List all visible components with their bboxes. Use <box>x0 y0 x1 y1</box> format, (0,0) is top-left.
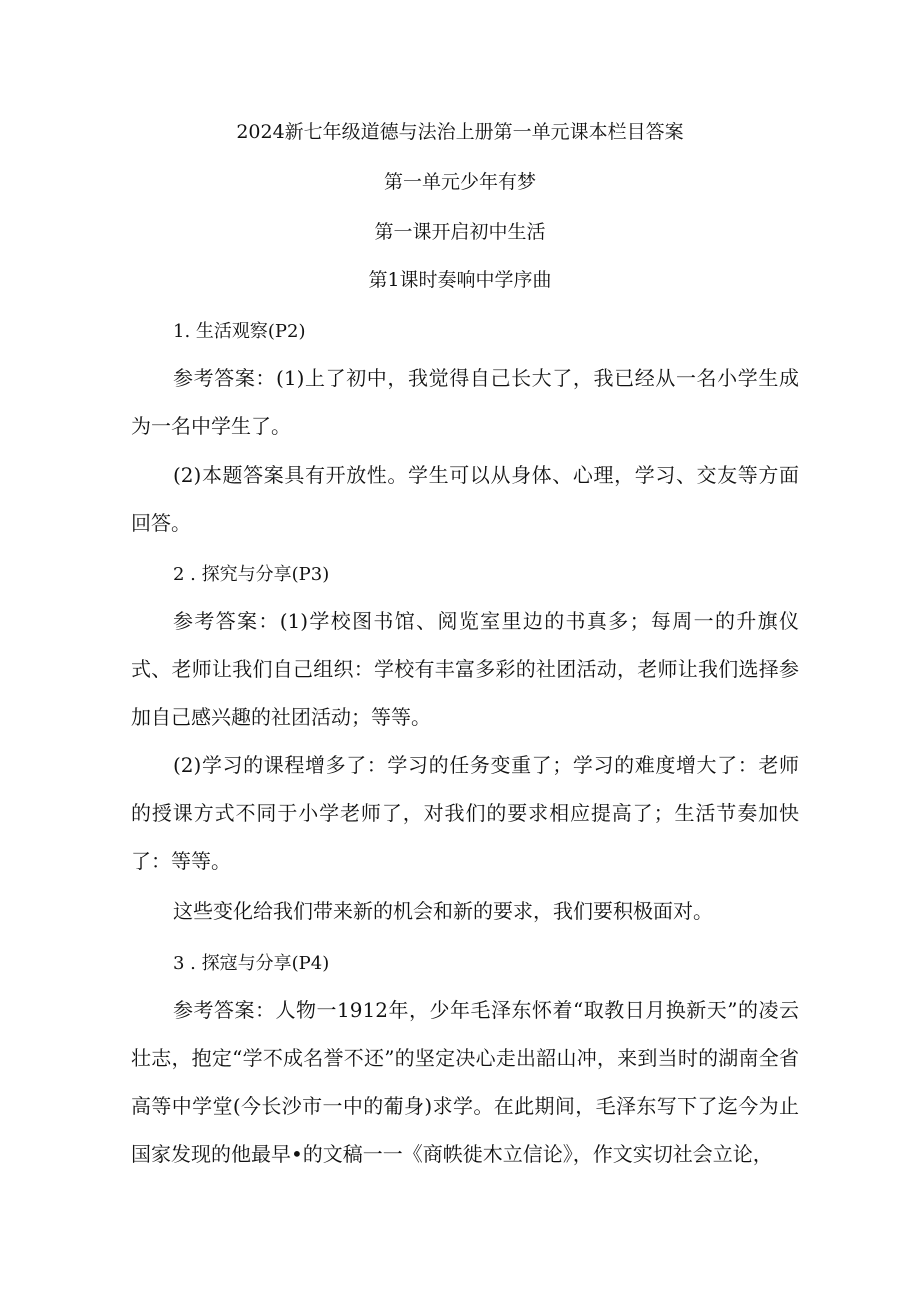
section-3-paragraph-1: 参考答案：人物一1912年，少年毛泽东怀着“取教日月换新天”的凌云壮志，抱定“学不成名誉不还”的坚定决心走出韶山冲，来到当时的湖南全省高等中学堂(今长沙市一中的葡身)求学。在此期间，毛泽东写下了迄今为止国家发现的他最早•的文稿一一《商帙徙木立信论》，作文实切社会立论， <box>131 998 799 1166</box>
unit-title: 第一单元少年有梦 <box>383 171 536 193</box>
section-2-heading: 2 . 探究与分享(P3) <box>173 564 330 585</box>
section-1-paragraph-1: 参考答案：(1)上了初中，我觉得自己长大了，我已经从一名小学生成为一名中学生了。 <box>131 366 799 438</box>
section-2-paragraph-2: (2)学习的课程增多了：学习的任务变重了；学习的难度增大了：老师的授课方式不同于小学老师了，对我们的要求相应提高了；生活节奏加快了：等等。 <box>131 753 799 873</box>
section-1-heading: 1. 生活观察(P2) <box>173 321 306 342</box>
section-2-paragraph-1: 参考答案：(1)学校图书馆、阅览室里边的书真多；每周一的升旗仪式、老师让我们自己组织：学校有丰富多彩的社团活动，老师让我们选择参加自己感兴趣的社团活动；等等。 <box>131 609 799 729</box>
section-2-paragraph-3: 这些变化给我们带来新的机会和新的要求，我们要积极面对。 <box>173 899 713 923</box>
section-1-paragraph-2: (2)本题答案具有开放性。学生可以从身体、心理，学习、交友等方面回答。 <box>131 463 799 535</box>
section-3-heading: 3 . 探寇与分享(P4) <box>173 953 330 974</box>
lesson-title: 第一课开启初中生活 <box>374 221 546 243</box>
period-title: 第1课时奏响中学序曲 <box>368 269 552 291</box>
document-title: 2024新七年级道德与法治上册第一单元课本栏目答案 <box>236 121 684 143</box>
